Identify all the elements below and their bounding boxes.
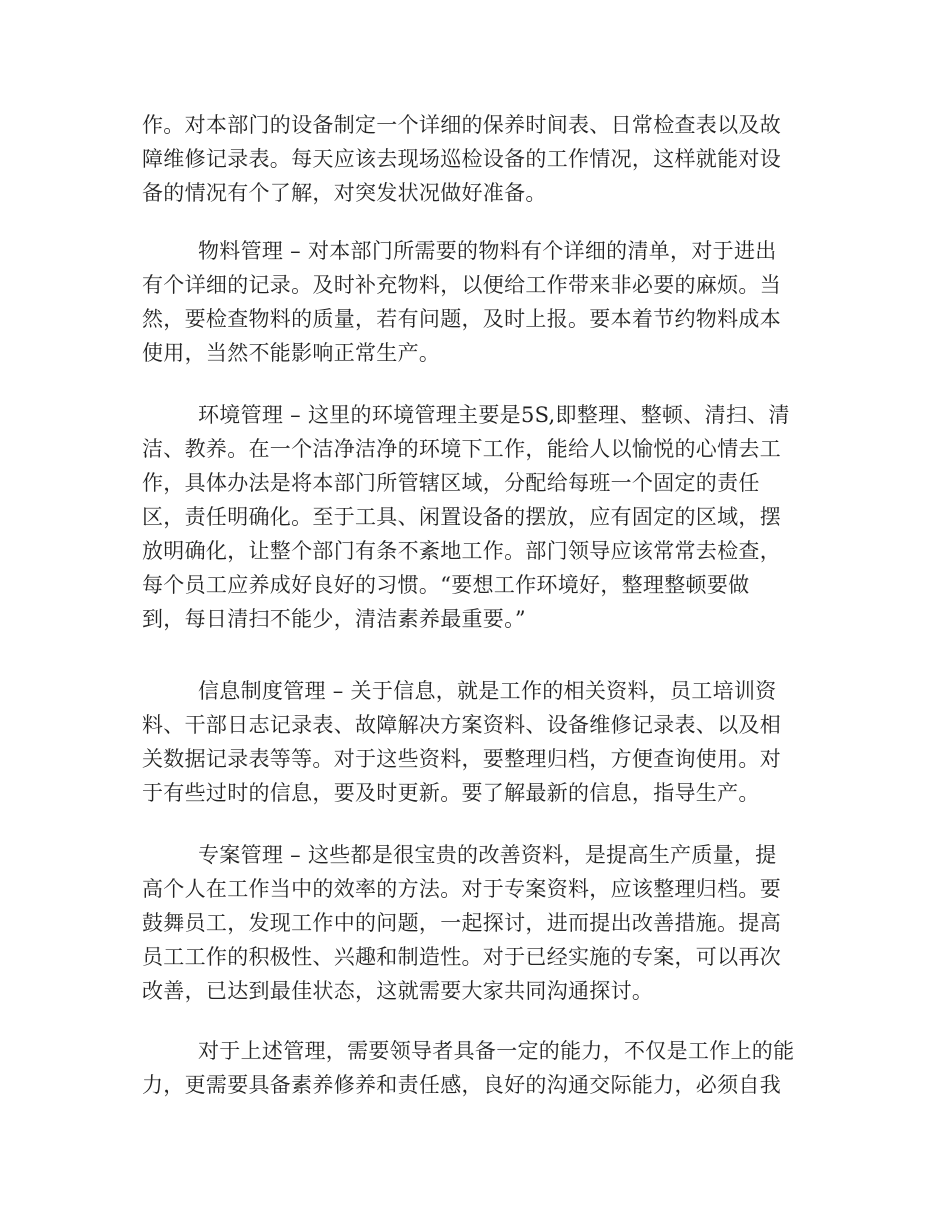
text-line: 力，更需要具备素养修养和责任感，良好的沟通交际能力，必须自我 [142,1073,781,1097]
text-line: 作。对本部门的设备制定一个详细的保养时间表、日常检查表以及故 [142,113,781,137]
text-line: 有个详细的记录。及时补充物料，以便给工作带来非必要的麻烦。当 [142,273,781,297]
text-line: 洁、教养。在一个洁净洁净的环境下工作，能给人以愉悦的心情去工 [142,437,781,461]
text-line: 障维修记录表。每天应该去现场巡检设备的工作情况，这样就能对设 [142,147,781,171]
text-line: 作，具体办法是将本部门所管辖区域，分配给每班一个固定的责任 [142,471,760,495]
text-line: 信息制度管理 – 关于信息，就是工作的相关资料，员工培训资 [198,679,777,703]
paragraph-summary [142,1034,822,1102]
paragraph-project-management [142,838,822,1008]
paragraph-information-management [142,674,822,810]
text-line: 专案管理 – 这些都是很宝贵的改善资料，是提高生产质量，提 [198,843,777,867]
text-line: 区，责任明确化。至于工具、闲置设备的摆放，应有固定的区域，摆 [142,505,781,529]
text-line: 物料管理 – 对本部门所需要的物料有个详细的清单，对于进出 [198,239,777,263]
text-line: 使用，当然不能影响正常生产。 [142,341,441,365]
text-line: 备的情况有个了解，对突发状况做好准备。 [142,181,547,205]
text-line: 每个员工应养成好良好的习惯。“要想工作环境好，整理整顿要做 [142,573,750,597]
text-line: 放明确化，让整个部门有条不紊地工作。部门领导应该常常去检查， [142,539,781,563]
text-line: 然，要检查物料的质量，若有问题，及时上报。要本着节约物料成本 [142,307,781,331]
paragraph-material-management [142,234,822,370]
text-line: 高个人在工作当中的效率的方法。对于专案资料，应该整理归档。要 [142,877,781,901]
text-line: 环境管理 – 这里的环境管理主要是5S,即整理、整顿、清扫、清 [198,403,790,427]
text-line: 对于上述管理，需要领导者具备一定的能力，不仅是工作上的能 [198,1039,795,1063]
text-line: 关数据记录表等等。对于这些资料，要整理归档，方便查询使用。对 [142,747,781,771]
paragraph-equipment-continued [142,108,822,210]
text-line: 于有些过时的信息，要及时更新。要了解最新的信息，指导生产。 [142,781,760,805]
text-line: 改善，已达到最佳状态，这就需要大家共同沟通探讨。 [142,979,654,1003]
paragraph-environment-management [142,398,822,636]
text-line: 鼓舞员工，发现工作中的问题，一起探讨，进而提出改善措施。提高 [142,911,781,935]
text-line: 料、干部日志记录表、故障解决方案资料、设备维修记录表、以及相 [142,713,781,737]
text-line: 员工工作的积极性、兴趣和制造性。对于已经实施的专案，可以再次 [142,945,781,969]
text-line: 到，每日清扫不能少，清洁素养最重要。” [142,607,526,631]
